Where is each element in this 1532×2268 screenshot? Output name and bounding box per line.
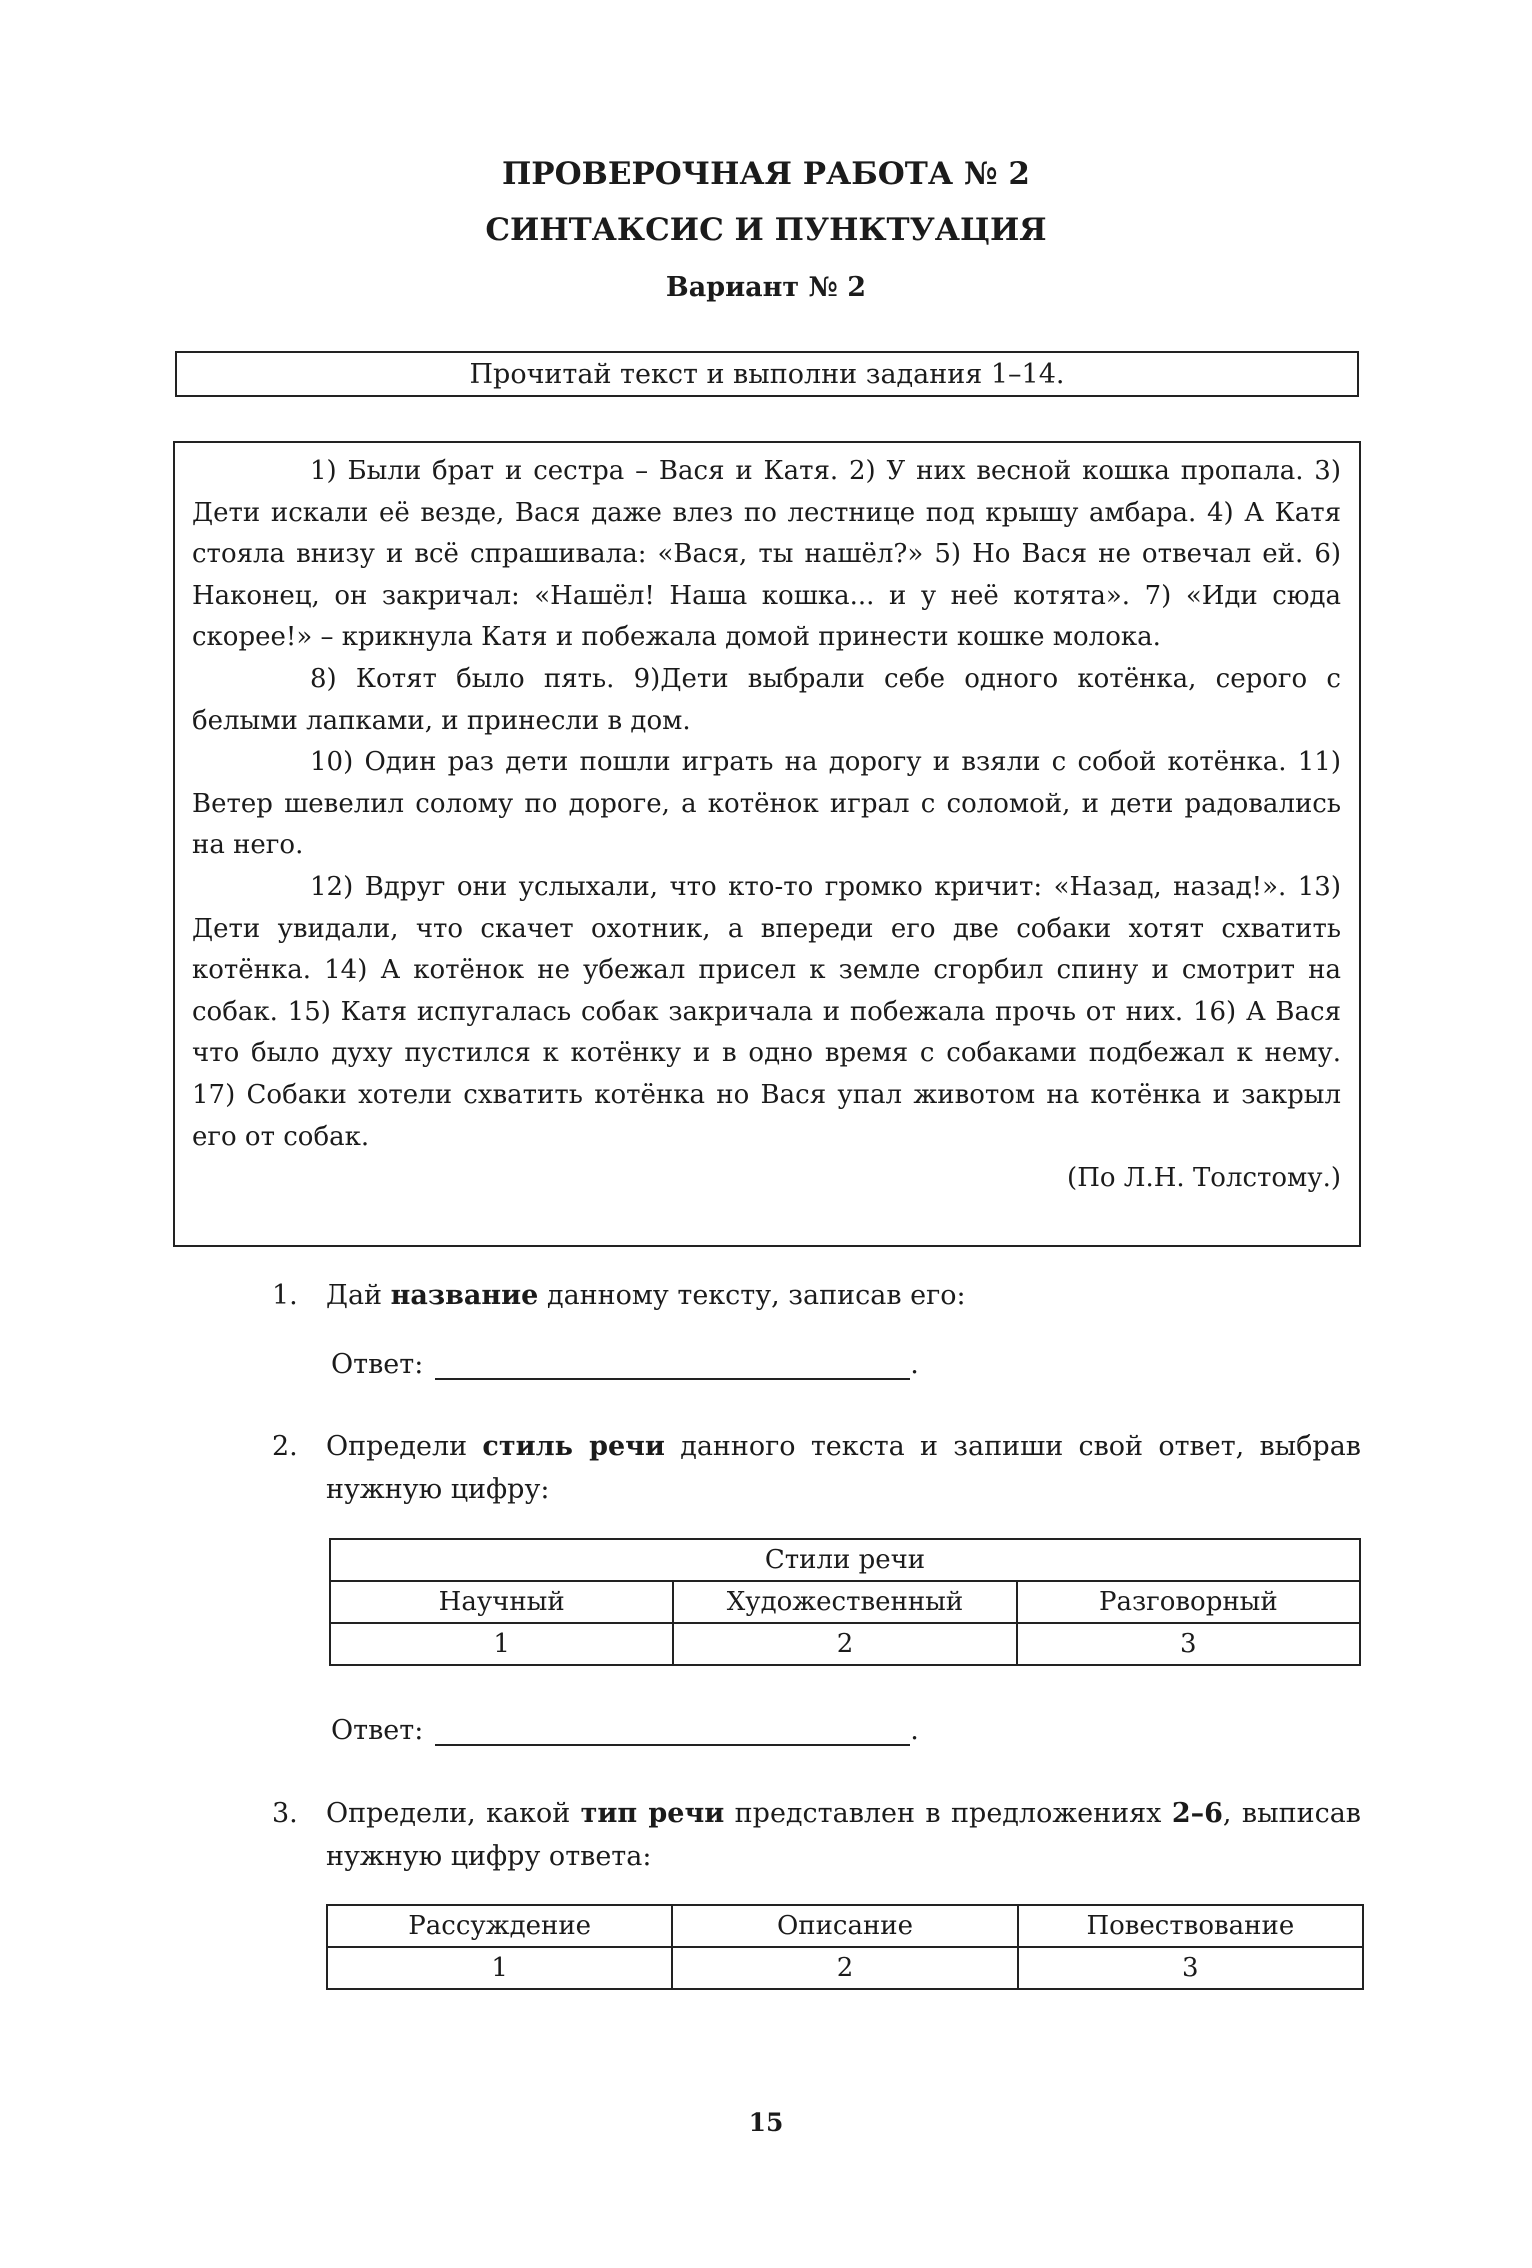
table-cell: Описание [672, 1905, 1017, 1947]
text-paragraph: 1) Были брат и сестра – Вася и Катя. 2) У них весной кошка пропала. 3) Дети искали её везде, Вася даже влез по лестнице под крышу амбара. 4) А Катя стояла внизу и всё спрашивала: «Вася, ты нашёл?» 5) Но Вася не отвечал ей. 6) Наконец, он закричал: «Нашёл! Наша кошка... и у неё котята». 7) «Иди сюда скорее!» – крикнула Катя и побежала домой принести кошке молока. [192, 456, 1341, 653]
task-number: 3. [272, 1798, 298, 1829]
task-2 [272, 1425, 1362, 1511]
table-cell: 1 [327, 1947, 672, 1989]
answer-field[interactable] [435, 1714, 910, 1746]
table-cell: 2 [673, 1623, 1016, 1665]
text-paragraph: 8) Котят было пять. 9)Дети выбрали себе одного котёнка, серого с белыми лапками, и принесли в дом. [192, 663, 1341, 736]
answer-field[interactable] [435, 1348, 910, 1380]
table-cell: Научный [330, 1581, 673, 1623]
text-paragraph: 12) Вдруг они услыхали, что кто-то громко кричит: «Назад, назад!». 13) Дети увидали, что скачет охотник, а впереди его две собаки хотят схватить котёнка. 14) А котёнок не убежал присел к земле сгорбил спину и смотрит на собак. 15) Катя испугалась собак закричала и побежала прочь от них. 16) А Вася что было духу пустился к котёнку и в одно время с собаками подбежал к нему. 17) Собаки хотели схватить котёнка но Вася упал животом на котёнка и закрыл его от собак. [192, 871, 1341, 1152]
text-paragraph: 10) Один раз дети пошли играть на дорогу и взяли с собой котёнка. 11) Ветер шевелил солому по дороге, а котёнок играл с соломой, и дети радовались на него. [192, 747, 1341, 861]
text-source: (По Л.Н. Толстому.) [1067, 1163, 1341, 1194]
task-keyword: 2–6 [1171, 1798, 1223, 1829]
page-subtitle: СИНТАКСИС И ПУНКТУАЦИЯ [485, 212, 1047, 248]
task-number: 2. [272, 1431, 298, 1462]
page-title: ПРОВЕРОЧНАЯ РАБОТА № 2 [502, 156, 1030, 192]
task-text: Определи, какой тип речи представлен в предложениях 2–6, выписав нужную цифру ответа: [326, 1798, 1361, 1872]
table-cell: 2 [672, 1947, 1017, 1989]
task-number: 1. [272, 1280, 298, 1311]
reading-text-box [173, 441, 1361, 1247]
answer-label: Ответ: [331, 1349, 424, 1380]
task-1 [272, 1274, 1361, 1317]
task-keyword: тип речи [580, 1798, 725, 1829]
table-header: Стили речи [330, 1539, 1360, 1581]
task-text: Определи стиль речи данного текста и запиши свой ответ, выбрав нужную цифру: [326, 1431, 1362, 1505]
answer-label: Ответ: [331, 1715, 424, 1746]
table-cell: 3 [1018, 1947, 1363, 1989]
task-3 [272, 1792, 1361, 1878]
table-cell: Художественный [673, 1581, 1016, 1623]
task-keyword: стиль речи [482, 1431, 665, 1462]
speech-types-table [326, 1904, 1364, 1990]
table-cell: 3 [1017, 1623, 1360, 1665]
task-1-answer: Ответ: . [331, 1349, 919, 1380]
speech-styles-table [329, 1538, 1361, 1666]
task-text: Дай название данному тексту, записав его: [326, 1280, 966, 1311]
table-cell: 1 [330, 1623, 673, 1665]
task-keyword: название [390, 1280, 539, 1311]
table-cell: Повествование [1018, 1905, 1363, 1947]
instruction-text: Прочитай текст и выполни задания 1–14. [469, 358, 1065, 390]
task-2-answer: Ответ: . [331, 1715, 919, 1746]
table-cell: Разговорный [1017, 1581, 1360, 1623]
instruction-box [175, 351, 1359, 397]
table-cell: Рассуждение [327, 1905, 672, 1947]
page-number: 15 [748, 2108, 784, 2137]
variant-label: Вариант № 2 [665, 272, 867, 303]
